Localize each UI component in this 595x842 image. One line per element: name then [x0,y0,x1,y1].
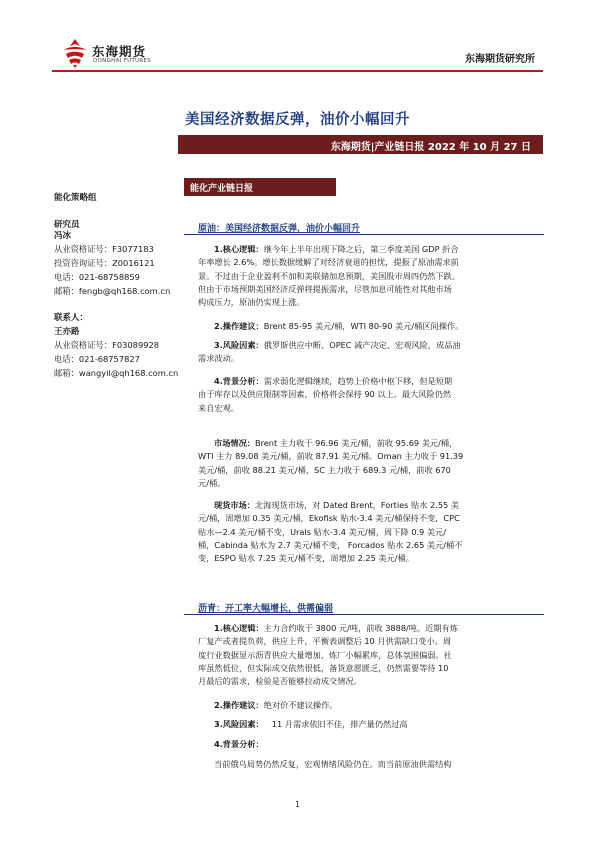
contact-email-row [54,367,178,379]
asphalt-section-title[interactable]: 沥青：开工率大幅增长，供需偏弱 [198,604,334,614]
oil-core-logic: 1.核心逻辑：继今年上半年出现下降之后，第三季度美国 GDP 折合 年率增长 2.6%。增长数据缓解了对经济衰退的担忧，提振了原油需求前 景。不过由于企业盈利不加和美联储加息预期，美国股市周四仍然下跌。 但由于市场预期美国经济反弹将提振需求，尽管加息可能性对其他市场 构成压力，原油仍实现上涨。 [198,244,461,308]
asphalt-section-rule [184,614,544,615]
oil-risk-factors: 3.风险因素：俄罗斯供应中断、OPEC 减产决定、宏观风险、成品油 需求波动。 [198,340,461,364]
para-label: 4.背景分析： [214,739,264,749]
oil-spot-market: 现货市场：北海现货市场，对 Dated Brent，Forties 贴水 2.55 美 元/桶，周增加 0.35 美元/桶，Ekofisk 贴水-3.4 美元/桶保持不变，CPC 贴水—2.4 美元/桶不变，Urals 贴水-3.4 美元/桶，周下降 0.9 美元/ 桶，Cabinda 贴水为 2.7 美元/桶不变， Forcados 贴水 2.65 美元/桶不 变，ESPO 贴水 7.25 美元/桶不变，周增加 2.25 美元/桶。 [198,500,463,564]
oil-section-title[interactable]: 原油：美国经济数据反弹，油价小幅回升 [198,224,361,234]
asphalt-risk-factors: 3.风险因素： 11 月需求依旧不佳，排产量仍然过高 [214,719,408,729]
header-divider [52,70,543,72]
researcher-label: 研究员 [54,220,80,230]
para-label: 现货市场： [214,500,255,510]
group-name: 能化策略组 [54,193,97,203]
researcher-license: 从业资格证号：F3077183 [54,244,154,254]
researcher-email-row [54,285,170,297]
para-label: 3.风险因素： [214,340,264,350]
email-label: 邮箱： [54,368,79,378]
para-label: 市场情况： [214,438,255,448]
researcher-name: 冯冰 [54,231,72,241]
para-label: 3.风险因素： [214,719,264,729]
para-label: 1.核心逻辑： [214,244,264,254]
contact-label: 联系人： [54,313,89,323]
email-label: 邮箱： [54,286,79,296]
asphalt-core-logic: 1.核心逻辑：主力合约收于 3800 元/吨，前收 3888/吨。近期有炼 厂复产或者提负荷，供应上升，平衡表调整后 10 月供需缺口变小。周 度行业数据显示沥青供应大量增加，炼厂小幅累库，总体氛围偏弱。社 库虽然低位，但实际成交依然很低，备货意愿匮乏，仍然需要等待 10 月最后的需求，检验是否能够拉动成交情况。 [198,623,458,687]
company-logo [58,36,178,70]
para-label: 2.操作建议： [214,321,264,331]
report-title: 美国经济数据反弹，油价小幅回升 [185,112,410,128]
researcher-email-link[interactable]: fengb@qh168.com.cn [78,286,171,296]
asphalt-background-text: 当前俄乌局势仍然反复，宏观情绪风险仍在。而当前原油供需结构 [214,759,452,769]
para-label: 2.操作建议： [214,700,264,710]
contact-name: 王亦路 [54,327,80,337]
para-label: 4.背景分析： [214,376,264,386]
oil-operation-advice: 2.操作建议：Brent 85-95 美元/桶，WTI 80-90 美元/桶区间操作。 [214,321,464,331]
section-bar-text: 能化产业链日报 [190,184,254,194]
oil-section-rule [184,234,544,235]
oil-market-situation: 市场情况：Brent 主力收于 96.96 美元/桶，前收 95.69 美元/桶， WTI 主力 89.08 美元/桶，前收 87.91 美元/桶。Oman 主力收于 91.39 美元/桶，前收 88.21 美元/桶，SC 主力收于 689.3 元/桶，前收 670 元/桶。 [198,438,464,488]
researcher-consult-license: 投资咨询证号：Z0016121 [54,258,155,268]
asphalt-background-label [198,738,543,751]
logo-text: 东海期货 [92,44,147,59]
institute-name: 东海期货研究所 [465,54,535,65]
asphalt-operation-advice: 2.操作建议：绝对价不建议操作。 [214,700,338,710]
logo-mark-icon [58,36,92,70]
contact-license: 从业资格证号：F03089928 [54,340,160,350]
report-banner-text: 东海期货|产业链日报 2022 年 10 月 27 日 [330,142,531,153]
logo-subtext: DONGHAI FUTURES [93,58,152,64]
oil-background-analysis: 4.背景分析：需求弱化逻辑继续，趋势上价格中枢下移，但是短期 由于库存以及供应限制等因素，价格将会保持 90 以上。最大风险仍然 来自宏观。 [198,376,453,413]
contact-phone: 电话：021-68757827 [54,354,140,364]
page-number: 1 [295,800,300,809]
contact-email-link[interactable]: wangyil@qh168.com.cn [78,368,179,378]
para-label: 1.核心逻辑： [214,623,264,633]
researcher-phone: 电话：021-68758859 [54,272,140,282]
